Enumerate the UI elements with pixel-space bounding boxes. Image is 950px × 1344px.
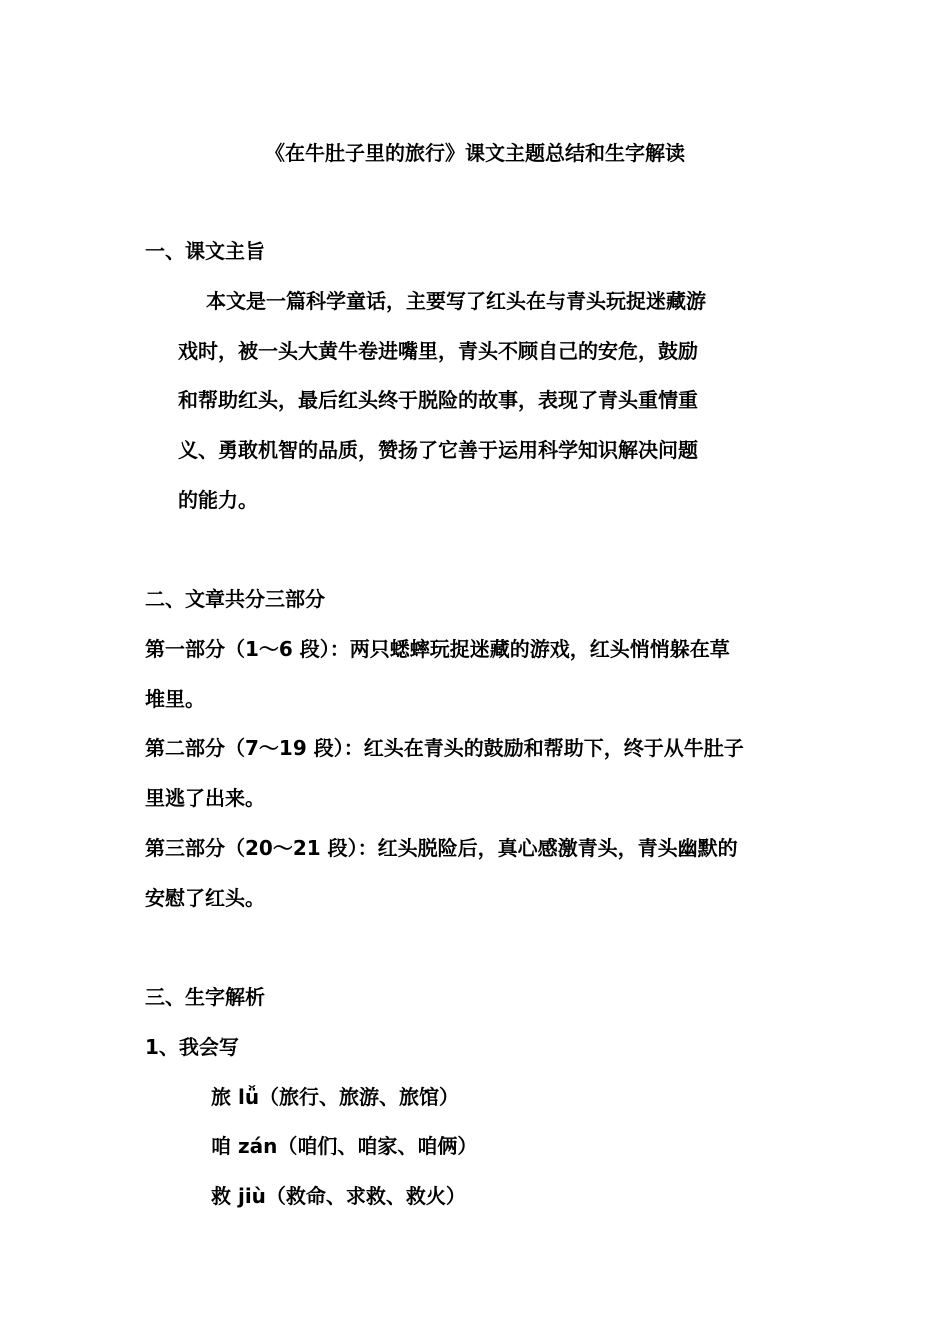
vocab-item: 旅 lǚ（旅行、旅游、旅馆）: [211, 1085, 460, 1109]
part-line: 第三部分（20～21 段）：红头脱险后，真心感激青头，青头幽默的: [145, 836, 738, 860]
vocab-item: 咱 zán（咱们、咱家、咱俩）: [211, 1134, 478, 1158]
part-line: 第二部分（7～19 段）：红头在青头的鼓励和帮助下，终于从牛肚子: [145, 736, 744, 760]
part-line: 堆里。: [145, 687, 205, 711]
paragraph-line: 和帮助红头，最后红头终于脱险的故事，表现了青头重情重: [178, 388, 698, 412]
paragraph-line: 戏时，被一头大黄牛卷进嘴里，青头不顾自己的安危，鼓励: [178, 339, 698, 363]
section-heading-characters: 三、生字解析: [145, 985, 265, 1009]
vocab-item: 救 jiù（救命、求救、救火）: [211, 1184, 466, 1208]
subheading-write: 1、我会写: [145, 1035, 239, 1059]
paragraph-line: 的能力。: [178, 488, 258, 512]
section-heading-parts: 二、文章共分三部分: [145, 587, 325, 611]
section-heading-main-idea: 一、课文主旨: [145, 239, 265, 263]
paragraph-line: 本文是一篇科学童话，主要写了红头在与青头玩捉迷藏游: [206, 289, 706, 313]
document-title: 《在牛肚子里的旅行》课文主题总结和生字解读: [265, 141, 685, 165]
part-line: 里逃了出来。: [145, 786, 265, 810]
paragraph-line: 义、勇敢机智的品质，赞扬了它善于运用科学知识解决问题: [178, 438, 698, 462]
part-line: 安慰了红头。: [145, 886, 265, 910]
part-line: 第一部分（1～6 段）：两只蟋蟀玩捉迷藏的游戏，红头悄悄躲在草: [145, 637, 730, 661]
